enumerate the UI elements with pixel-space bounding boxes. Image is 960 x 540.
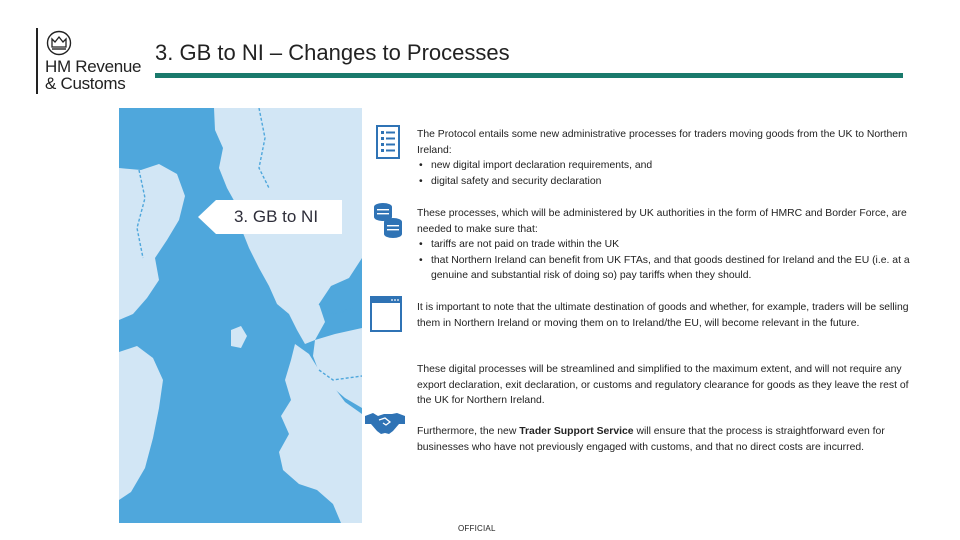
block-1-bullet-1: • new digital import declaration requirements, and <box>417 158 911 174</box>
block-5-post: will ensure that the process is straightforward even for businesses who have not previously engaged with customs, and that no direct costs are incurred. <box>417 426 885 453</box>
logo-wordmark <box>45 58 141 92</box>
content-block-3 <box>417 300 911 331</box>
block-2-bullet-1: • tariffs are not paid on trade within the UK <box>417 237 911 253</box>
logo-line-1: HM Revenue <box>45 57 142 76</box>
block-5-pre: Furthermore, the new <box>417 426 520 437</box>
logo-divider <box>36 28 38 94</box>
map-graphic <box>119 108 362 523</box>
security-classification: OFFICIAL <box>458 524 496 533</box>
hmrc-logo <box>36 28 154 98</box>
content-block-1 <box>417 127 911 189</box>
block-2-bullet-2: • that Northern Ireland can benefit from UK FTAs, and that goods destined for Ireland and the EU (i.e. at a genuine and substantial risk of doing so) pay tariffs when they should. <box>417 253 911 284</box>
block-3-text: It is important to note that the ultimate destination of goods and whether, for example, traders will be selling them in Northern Ireland or moving them on to Ireland/the EU, will become relevant in the future. <box>417 302 909 329</box>
browser-window-icon <box>370 296 402 332</box>
map-land-ireland <box>119 346 163 500</box>
block-1-intro: The Protocol entails some new administrative processes for traders moving goods from the UK to Northern Ireland: <box>417 129 908 156</box>
map-land-northern-ireland <box>119 164 185 320</box>
block-1-bullet-2: • digital safety and security declaration <box>417 174 911 190</box>
gb-to-ni-callout <box>198 200 342 234</box>
callout-label: 3. GB to NI <box>233 207 319 226</box>
logo-line-2: & Customs <box>45 74 126 93</box>
crown-icon <box>44 30 74 56</box>
handshake-icon <box>364 410 406 436</box>
block-2-bullets <box>417 237 911 284</box>
title-rule <box>155 73 903 78</box>
trader-support-service: Trader Support Service <box>519 426 634 437</box>
block-2-intro: These processes, which will be administered by UK authorities in the form of HMRC and Border Force, are needed to make sure that: <box>417 208 907 235</box>
page-title: 3. GB to NI – Changes to Processes <box>155 40 510 65</box>
block-1-bullets <box>417 158 911 189</box>
map-panel <box>119 108 362 523</box>
block-5-text <box>417 424 911 455</box>
coins-icon <box>372 200 404 240</box>
content-block-5 <box>417 424 911 455</box>
map-land-isle-of-man <box>231 326 247 348</box>
content-block-2 <box>417 206 911 284</box>
checklist-icon <box>376 125 400 159</box>
content-block-4 <box>417 362 911 409</box>
block-4-text: These digital processes will be streamlined and simplified to the maximum extent, and will not require any export declaration, exit declaration, or customs and regulatory clearance for goods as they leave the rest of the UK for Northern Ireland. <box>417 364 909 407</box>
